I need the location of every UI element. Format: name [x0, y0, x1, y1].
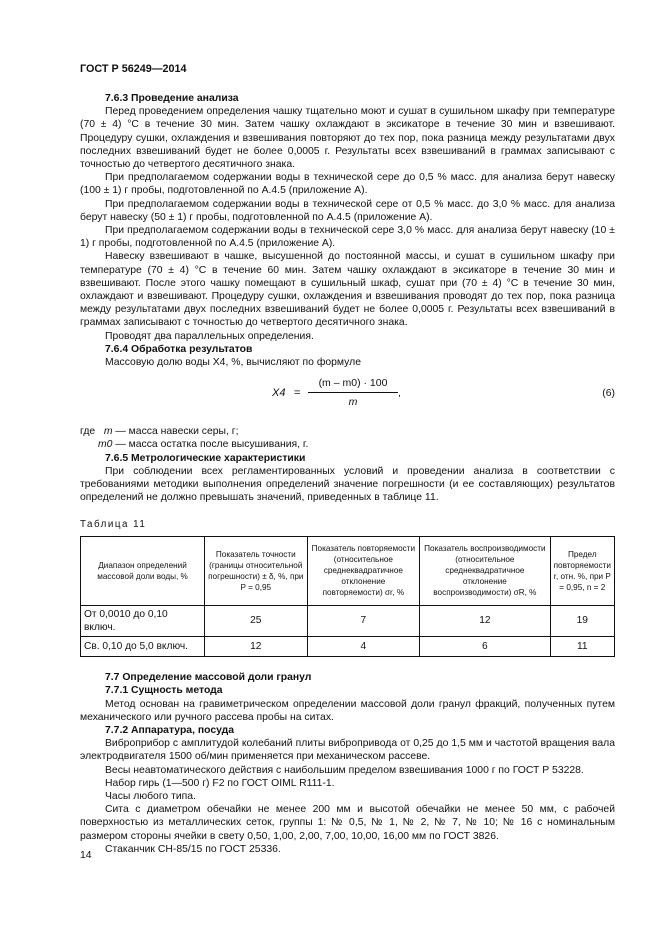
- table-cell: 12: [205, 637, 307, 657]
- paragraph: Виброприбор с амплитудой колебаний плиты вибропривода от 0,25 до 1,5 мм и частотой вращения вала электродвигателя 1500 об/мин применяется при механическом рассеве.: [80, 738, 615, 763]
- table-cell: 7: [307, 605, 420, 636]
- table-header-cell: Показатель повторяемости (относительное среднеквадратичное отклонение повторяемости) σr, %: [307, 536, 420, 605]
- where-line-2: [98, 438, 615, 451]
- table-caption: Таблица 11: [80, 519, 147, 531]
- paragraph: Набор гирь (1—500 г) F2 по ГОСТ OIML R111-1.: [105, 777, 335, 789]
- paragraph: Массовую долю воды X4, %, вычисляют по формуле: [105, 357, 361, 369]
- table-cell: 12: [420, 605, 550, 636]
- where-symbol-m: m: [103, 426, 113, 438]
- section-title-7-6-4: 7.6.4 Обработка результатов: [105, 343, 253, 355]
- page-number: 14: [80, 850, 92, 861]
- formula-comma: ,: [398, 388, 401, 400]
- paragraph: При соблюдении всех регламентированных условий и проведении анализа в соответствии с требованиями методики выполнения определений значение погрешности (и ее составляющих) результатов определений не должно превышать значений, приведенных в таблице 11.: [80, 465, 615, 504]
- table-row: [81, 637, 615, 657]
- table-header-row: [81, 536, 615, 605]
- formula-numerator: (m – m0) · 100: [308, 377, 398, 393]
- table-cell: От 0,0010 до 0,10 включ.: [81, 605, 205, 636]
- paragraph: Стаканчик СН-85/15 по ГОСТ 25336.: [105, 843, 281, 855]
- table-cell: 6: [420, 637, 550, 657]
- paragraph: Часы любого типа.: [105, 790, 196, 802]
- section-title-7-7: 7.7 Определение массовой доли гранул: [105, 672, 312, 684]
- formula-equals: =: [294, 387, 301, 400]
- paragraph: Перед проведением определения чашку тщательно моют и сушат в сушильном шкафу при температуре (70 ± 4) °С в течение 30 мин. Затем чашку охлаждают в эксикаторе в течение 30 мин и взвешивают. Процедуру сушки, охлаждения и взвешивания повторяют до тех пор, пока разница между результатами двух последних взвешиваний будет не более 0,0005 г. Результаты всех взвешиваний в граммах записывают с точностью до четвертого десятичного знака.: [80, 106, 615, 171]
- where-label: где: [80, 426, 96, 438]
- table-cell: 4: [307, 637, 420, 657]
- section-title-7-6-3: 7.6.3 Проведение анализа: [105, 93, 239, 104]
- paragraph: Весы неавтоматического действия с наибольшим пределом взвешивания 1000 г по ГОСТ Р 53228.: [105, 764, 584, 776]
- formula-6: [80, 373, 615, 419]
- table-cell: 25: [205, 605, 307, 636]
- table-header-cell: Показатель точности (границы относительной погрешности) ± δ, %, при P = 0,95: [205, 536, 307, 605]
- paragraph: При предполагаемом содержании воды в технической сере от 0,5 % масс. до 3,0 % масс. для анализа берут навеску (50 ± 1) г пробы, подготовленной по А.4.5 (приложение А).: [80, 198, 615, 223]
- formula-fraction: [308, 377, 398, 409]
- where-text: — масса навески серы, г;: [115, 426, 239, 438]
- where-line-1: [80, 425, 615, 438]
- table-11: [80, 536, 615, 657]
- paragraph: Метод основан на гравиметрическом определении массовой доли гранул фракций, полученных путем механического или ручного рассева пробы на ситах.: [80, 698, 615, 723]
- paragraph: Сита с диаметром обечайки не менее 200 мм и высотой обечайки не менее 50 мм, с рабочей поверхностью из металлических сеток, группы 1: № 0,5, № 1, № 2, № 7, № 10; № 16 с номинальным размером стороны ячейки в свету 0,50, 1,00, 2,00, 7,00, 10,00, 16,00 мм по ГОСТ 3826.: [80, 804, 615, 842]
- table-row: [81, 605, 615, 636]
- section-title-7-6-5: 7.6.5 Метрологические характеристики: [105, 452, 306, 464]
- table-header-cell: Предел повторяемости r, отн. %, при P = 0,95, n = 2: [550, 536, 614, 605]
- document-header: ГОСТ Р 56249—2014: [80, 63, 187, 75]
- table-cell: 19: [550, 605, 614, 636]
- formula-number: (6): [602, 388, 615, 400]
- section-title-7-7-2: 7.7.2 Аппаратура, посуда: [105, 724, 235, 736]
- paragraph: Навеску взвешивают в чашке, высушенной до постоянной массы, и сушат в сушильном шкафу при температуре (70 ± 4) °С в течение 60 мин. Затем чашку охлаждают в эксикаторе в течение 30 мин и взвешивают. После этого чашку помещают в сушильный шкаф, сушат при (70 ± 4) °С в течение 30 мин, охлаждают и взвешивают. Процедуру сушки, охлаждения и взвешивания проводят до тех пор, пока разница между результатами двух последних взвешиваний будет не более 0,0005 г. Результаты всех взвешиваний в граммах записывают с точностью до четвертого десятичного знака.: [80, 251, 615, 329]
- paragraph: При предполагаемом содержании воды в технической сере до 0,5 % масс. для анализа берут навеску (100 ± 1) г пробы, подготовленной по А.4.5 (приложение А).: [80, 172, 615, 197]
- where-symbol-m0: m0: [98, 439, 113, 451]
- where-text: — масса остатка после высушивания, г.: [115, 439, 309, 451]
- table-cell: 11: [550, 637, 614, 657]
- paragraph: При предполагаемом содержании воды в технической сере 3,0 % масс. для анализа берут навеску (10 ± 1) г пробы, подготовленной по А.4.5 (приложение А).: [80, 225, 615, 250]
- table-header-cell: Показатель воспроизводимости (относительное среднеквадратичное отклонение воспроизводимости) σR, %: [420, 536, 550, 605]
- formula-denominator: m: [348, 396, 358, 409]
- table-cell: Св. 0,10 до 5,0 включ.: [81, 637, 205, 657]
- document-body: [80, 92, 615, 856]
- formula-lhs: X4: [272, 387, 286, 400]
- paragraph: Проводят два параллельных определения.: [105, 330, 314, 342]
- section-title-7-7-1: 7.7.1 Сущность метода: [105, 685, 223, 697]
- table-header-cell: Диапазон определений массовой доли воды, %: [81, 536, 205, 605]
